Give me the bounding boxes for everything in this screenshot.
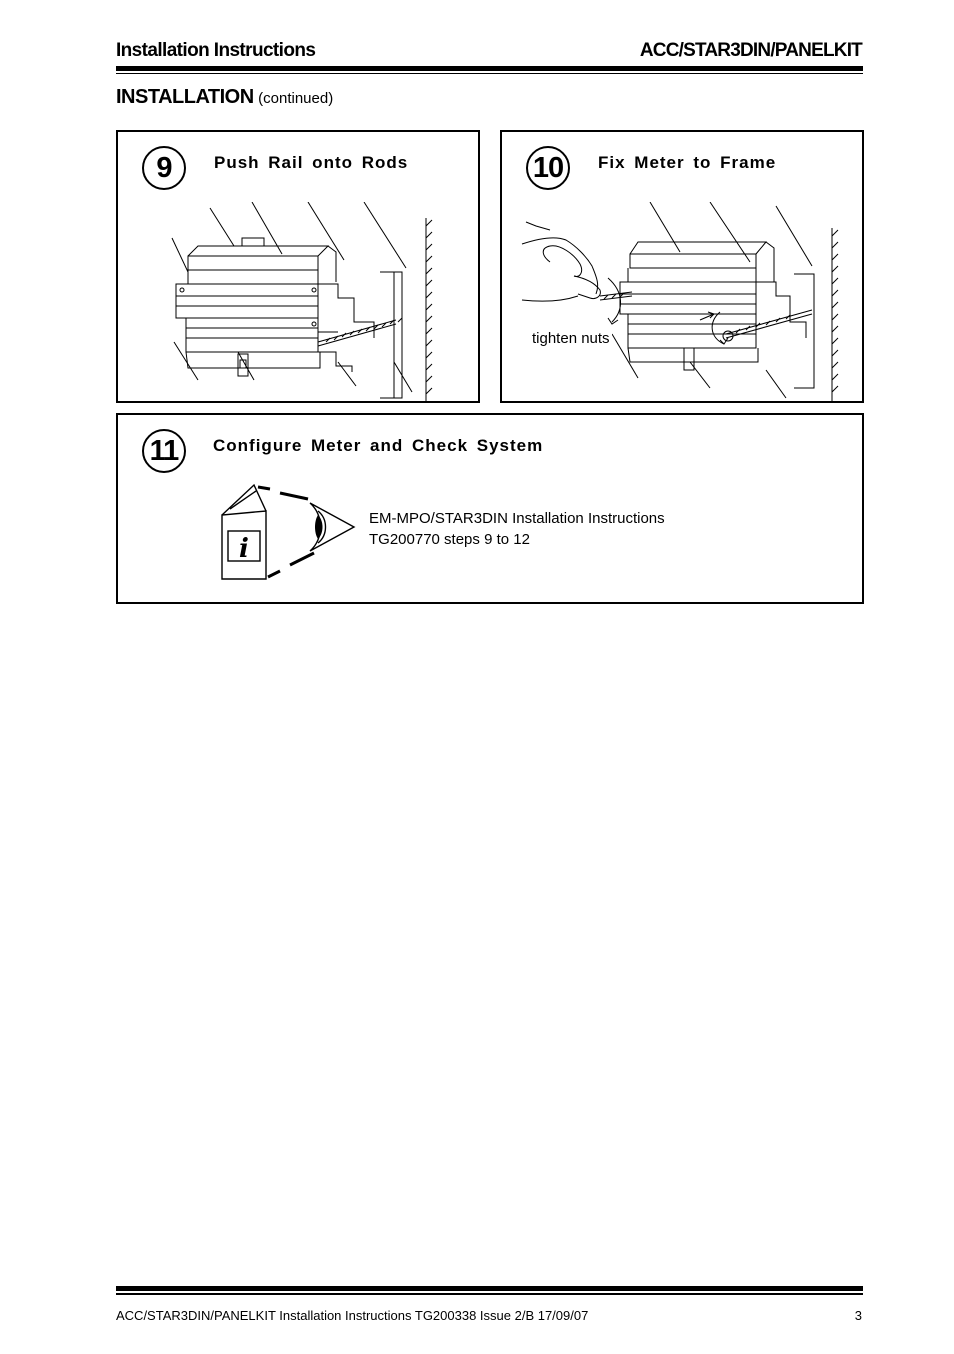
- step-11-number: 11: [142, 429, 186, 473]
- push-rail-illustration: [168, 202, 438, 402]
- footer-document-info: ACC/STAR3DIN/PANELKIT Installation Instructions TG200338 Issue 2/B 17/09/07: [116, 1308, 589, 1323]
- tighten-nuts-callout: tighten nuts: [532, 330, 610, 347]
- header-rule-thin: [116, 73, 863, 74]
- step-10-number: 10: [526, 146, 570, 190]
- section-heading: [116, 86, 333, 109]
- section-subtitle: (continued): [258, 90, 334, 107]
- footer-rule: [116, 1286, 863, 1291]
- step-10-title: Fix Meter to Frame: [598, 153, 777, 172]
- step-9-title: Push Rail onto Rods: [214, 153, 409, 172]
- step-11-panel: [116, 413, 864, 604]
- step-9-number: 9: [142, 146, 186, 190]
- document-code: ACC/STAR3DIN/PANELKIT: [639, 40, 862, 61]
- svg-text:i: i: [239, 534, 249, 564]
- page-number: 3: [854, 1308, 862, 1323]
- header-title: Installation Instructions: [116, 40, 316, 61]
- step-10-panel: [500, 130, 864, 403]
- step-9-panel: [116, 130, 480, 403]
- footer-rule-thin: [116, 1293, 863, 1295]
- header-rule: [116, 66, 863, 71]
- manual-eye-icon: [218, 481, 368, 587]
- section-title: INSTALLATION: [116, 86, 254, 108]
- reference-line-1: EM-MPO/STAR3DIN Installation Instructions: [369, 510, 665, 527]
- reference-line-2: TG200770 steps 9 to 12: [369, 531, 530, 548]
- fix-meter-illustration: [520, 202, 860, 402]
- step-11-title: Configure Meter and Check System: [213, 436, 544, 455]
